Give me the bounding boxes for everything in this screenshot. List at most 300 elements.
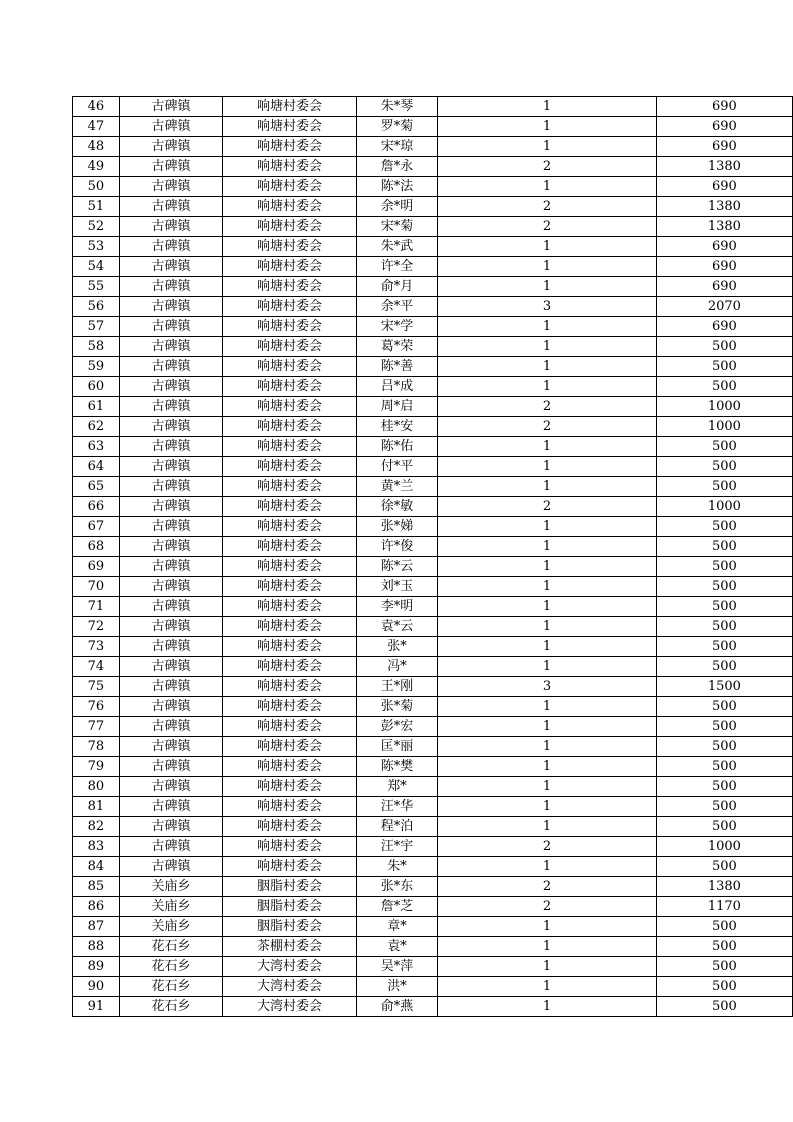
household-count-cell: 1 xyxy=(438,757,656,777)
village-committee-cell: 响塘村委会 xyxy=(223,497,356,517)
amount-cell: 500 xyxy=(656,437,792,457)
township-cell: 古碑镇 xyxy=(119,277,223,297)
table-row xyxy=(73,797,793,817)
table-row xyxy=(73,397,793,417)
township-cell: 古碑镇 xyxy=(119,537,223,557)
village-committee-cell: 响塘村委会 xyxy=(223,417,356,437)
table-row xyxy=(73,897,793,917)
household-count-cell: 1 xyxy=(438,917,656,937)
name-cell: 詹*永 xyxy=(356,157,438,177)
village-committee-cell: 响塘村委会 xyxy=(223,777,356,797)
township-cell: 古碑镇 xyxy=(119,437,223,457)
household-count-cell: 2 xyxy=(438,837,656,857)
name-cell: 陈*善 xyxy=(356,357,438,377)
village-committee-cell: 响塘村委会 xyxy=(223,137,356,157)
amount-cell: 500 xyxy=(656,577,792,597)
household-count-cell: 1 xyxy=(438,717,656,737)
row-number-cell: 51 xyxy=(73,197,120,217)
row-number-cell: 82 xyxy=(73,817,120,837)
township-cell: 古碑镇 xyxy=(119,357,223,377)
table-row xyxy=(73,757,793,777)
row-number-cell: 78 xyxy=(73,737,120,757)
township-cell: 古碑镇 xyxy=(119,137,223,157)
name-cell: 匡*丽 xyxy=(356,737,438,757)
name-cell: 李*明 xyxy=(356,597,438,617)
household-count-cell: 1 xyxy=(438,977,656,997)
village-committee-cell: 响塘村委会 xyxy=(223,837,356,857)
village-committee-cell: 响塘村委会 xyxy=(223,117,356,137)
amount-cell: 690 xyxy=(656,257,792,277)
name-cell: 吕*成 xyxy=(356,377,438,397)
table-row xyxy=(73,637,793,657)
village-committee-cell: 响塘村委会 xyxy=(223,397,356,417)
table-row xyxy=(73,477,793,497)
row-number-cell: 53 xyxy=(73,237,120,257)
township-cell: 古碑镇 xyxy=(119,297,223,317)
amount-cell: 500 xyxy=(656,697,792,717)
row-number-cell: 46 xyxy=(73,97,120,117)
village-committee-cell: 响塘村委会 xyxy=(223,177,356,197)
name-cell: 陈*樊 xyxy=(356,757,438,777)
household-count-cell: 1 xyxy=(438,697,656,717)
household-count-cell: 1 xyxy=(438,617,656,637)
township-cell: 古碑镇 xyxy=(119,697,223,717)
row-number-cell: 60 xyxy=(73,377,120,397)
village-committee-cell: 响塘村委会 xyxy=(223,157,356,177)
village-committee-cell: 响塘村委会 xyxy=(223,717,356,737)
name-cell: 章* xyxy=(356,917,438,937)
township-cell: 古碑镇 xyxy=(119,577,223,597)
household-count-cell: 1 xyxy=(438,797,656,817)
row-number-cell: 63 xyxy=(73,437,120,457)
household-count-cell: 2 xyxy=(438,897,656,917)
township-cell: 花石乡 xyxy=(119,997,223,1017)
village-committee-cell: 响塘村委会 xyxy=(223,377,356,397)
row-number-cell: 84 xyxy=(73,857,120,877)
amount-cell: 690 xyxy=(656,137,792,157)
township-cell: 古碑镇 xyxy=(119,397,223,417)
table-row xyxy=(73,577,793,597)
table-row xyxy=(73,737,793,757)
name-cell: 彭*宏 xyxy=(356,717,438,737)
name-cell: 罗*菊 xyxy=(356,117,438,137)
household-count-cell: 1 xyxy=(438,277,656,297)
row-number-cell: 70 xyxy=(73,577,120,597)
village-committee-cell: 胭脂村委会 xyxy=(223,917,356,937)
amount-cell: 690 xyxy=(656,117,792,137)
township-cell: 古碑镇 xyxy=(119,177,223,197)
village-committee-cell: 响塘村委会 xyxy=(223,657,356,677)
name-cell: 徐*敏 xyxy=(356,497,438,517)
village-committee-cell: 胭脂村委会 xyxy=(223,877,356,897)
row-number-cell: 48 xyxy=(73,137,120,157)
amount-cell: 2070 xyxy=(656,297,792,317)
row-number-cell: 89 xyxy=(73,957,120,977)
township-cell: 古碑镇 xyxy=(119,257,223,277)
township-cell: 古碑镇 xyxy=(119,497,223,517)
name-cell: 吴*萍 xyxy=(356,957,438,977)
table-row xyxy=(73,117,793,137)
household-count-cell: 1 xyxy=(438,737,656,757)
household-count-cell: 1 xyxy=(438,577,656,597)
name-cell: 洪* xyxy=(356,977,438,997)
table-row xyxy=(73,837,793,857)
table-row xyxy=(73,857,793,877)
household-count-cell: 2 xyxy=(438,217,656,237)
amount-cell: 500 xyxy=(656,457,792,477)
amount-cell: 1380 xyxy=(656,877,792,897)
township-cell: 古碑镇 xyxy=(119,377,223,397)
amount-cell: 500 xyxy=(656,737,792,757)
household-count-cell: 1 xyxy=(438,777,656,797)
township-cell: 古碑镇 xyxy=(119,597,223,617)
table-row xyxy=(73,817,793,837)
household-count-cell: 1 xyxy=(438,637,656,657)
village-committee-cell: 响塘村委会 xyxy=(223,217,356,237)
table-row xyxy=(73,877,793,897)
row-number-cell: 52 xyxy=(73,217,120,237)
village-committee-cell: 响塘村委会 xyxy=(223,597,356,617)
row-number-cell: 61 xyxy=(73,397,120,417)
name-cell: 王*刚 xyxy=(356,677,438,697)
household-count-cell: 1 xyxy=(438,937,656,957)
amount-cell: 500 xyxy=(656,937,792,957)
name-cell: 许*俊 xyxy=(356,537,438,557)
village-committee-cell: 响塘村委会 xyxy=(223,337,356,357)
township-cell: 古碑镇 xyxy=(119,117,223,137)
name-cell: 张*东 xyxy=(356,877,438,897)
row-number-cell: 87 xyxy=(73,917,120,937)
table-row xyxy=(73,657,793,677)
amount-cell: 1000 xyxy=(656,397,792,417)
township-cell: 古碑镇 xyxy=(119,617,223,637)
village-committee-cell: 响塘村委会 xyxy=(223,277,356,297)
township-cell: 古碑镇 xyxy=(119,477,223,497)
village-committee-cell: 响塘村委会 xyxy=(223,797,356,817)
household-count-cell: 3 xyxy=(438,297,656,317)
township-cell: 古碑镇 xyxy=(119,337,223,357)
table-row xyxy=(73,317,793,337)
township-cell: 古碑镇 xyxy=(119,197,223,217)
table-row xyxy=(73,597,793,617)
name-cell: 张*菊 xyxy=(356,697,438,717)
township-cell: 古碑镇 xyxy=(119,317,223,337)
household-count-cell: 1 xyxy=(438,117,656,137)
village-committee-cell: 响塘村委会 xyxy=(223,197,356,217)
table-row xyxy=(73,137,793,157)
amount-cell: 690 xyxy=(656,177,792,197)
amount-cell: 500 xyxy=(656,997,792,1017)
amount-cell: 500 xyxy=(656,517,792,537)
table-row xyxy=(73,377,793,397)
household-count-cell: 1 xyxy=(438,997,656,1017)
table-row xyxy=(73,417,793,437)
name-cell: 周*启 xyxy=(356,397,438,417)
name-cell: 宋*学 xyxy=(356,317,438,337)
table-row xyxy=(73,557,793,577)
village-committee-cell: 茶棚村委会 xyxy=(223,937,356,957)
household-count-cell: 2 xyxy=(438,397,656,417)
village-committee-cell: 响塘村委会 xyxy=(223,357,356,377)
name-cell: 桂*安 xyxy=(356,417,438,437)
row-number-cell: 79 xyxy=(73,757,120,777)
amount-cell: 500 xyxy=(656,357,792,377)
household-count-cell: 1 xyxy=(438,97,656,117)
amount-cell: 1380 xyxy=(656,157,792,177)
township-cell: 古碑镇 xyxy=(119,457,223,477)
name-cell: 宋*菊 xyxy=(356,217,438,237)
table-row xyxy=(73,97,793,117)
name-cell: 朱*琴 xyxy=(356,97,438,117)
household-count-cell: 1 xyxy=(438,537,656,557)
name-cell: 张* xyxy=(356,637,438,657)
row-number-cell: 50 xyxy=(73,177,120,197)
township-cell: 古碑镇 xyxy=(119,857,223,877)
household-count-cell: 3 xyxy=(438,677,656,697)
name-cell: 詹*芝 xyxy=(356,897,438,917)
township-cell: 古碑镇 xyxy=(119,637,223,657)
amount-cell: 500 xyxy=(656,617,792,637)
township-cell: 古碑镇 xyxy=(119,817,223,837)
row-number-cell: 59 xyxy=(73,357,120,377)
amount-cell: 1000 xyxy=(656,497,792,517)
amount-cell: 500 xyxy=(656,717,792,737)
row-number-cell: 58 xyxy=(73,337,120,357)
row-number-cell: 55 xyxy=(73,277,120,297)
household-count-cell: 1 xyxy=(438,477,656,497)
table-row xyxy=(73,297,793,317)
name-cell: 俞*燕 xyxy=(356,997,438,1017)
household-count-cell: 2 xyxy=(438,877,656,897)
table-row xyxy=(73,177,793,197)
village-committee-cell: 响塘村委会 xyxy=(223,857,356,877)
household-count-cell: 1 xyxy=(438,817,656,837)
village-committee-cell: 胭脂村委会 xyxy=(223,897,356,917)
table-row xyxy=(73,777,793,797)
amount-cell: 500 xyxy=(656,977,792,997)
row-number-cell: 69 xyxy=(73,557,120,577)
household-count-cell: 1 xyxy=(438,957,656,977)
table-row xyxy=(73,197,793,217)
table-row xyxy=(73,457,793,477)
name-cell: 程*泊 xyxy=(356,817,438,837)
village-committee-cell: 大湾村委会 xyxy=(223,977,356,997)
row-number-cell: 71 xyxy=(73,597,120,617)
row-number-cell: 65 xyxy=(73,477,120,497)
row-number-cell: 76 xyxy=(73,697,120,717)
household-count-cell: 1 xyxy=(438,557,656,577)
name-cell: 俞*月 xyxy=(356,277,438,297)
name-cell: 汪*华 xyxy=(356,797,438,817)
village-committee-cell: 响塘村委会 xyxy=(223,517,356,537)
township-cell: 关庙乡 xyxy=(119,917,223,937)
township-cell: 关庙乡 xyxy=(119,877,223,897)
village-committee-cell: 响塘村委会 xyxy=(223,677,356,697)
name-cell: 朱* xyxy=(356,857,438,877)
household-count-cell: 1 xyxy=(438,237,656,257)
amount-cell: 500 xyxy=(656,557,792,577)
name-cell: 葛*荣 xyxy=(356,337,438,357)
document-page xyxy=(72,96,793,1017)
amount-cell: 500 xyxy=(656,817,792,837)
township-cell: 花石乡 xyxy=(119,977,223,997)
table-row xyxy=(73,497,793,517)
amount-cell: 1500 xyxy=(656,677,792,697)
village-committee-cell: 响塘村委会 xyxy=(223,617,356,637)
table-row xyxy=(73,917,793,937)
name-cell: 付*平 xyxy=(356,457,438,477)
village-committee-cell: 响塘村委会 xyxy=(223,637,356,657)
name-cell: 陈*佑 xyxy=(356,437,438,457)
name-cell: 汪*宇 xyxy=(356,837,438,857)
household-count-cell: 1 xyxy=(438,457,656,477)
table-row xyxy=(73,437,793,457)
row-number-cell: 75 xyxy=(73,677,120,697)
household-count-cell: 1 xyxy=(438,657,656,677)
table-row xyxy=(73,257,793,277)
village-committee-cell: 响塘村委会 xyxy=(223,297,356,317)
household-count-cell: 2 xyxy=(438,197,656,217)
township-cell: 古碑镇 xyxy=(119,97,223,117)
row-number-cell: 74 xyxy=(73,657,120,677)
township-cell: 古碑镇 xyxy=(119,157,223,177)
household-count-cell: 1 xyxy=(438,357,656,377)
amount-cell: 500 xyxy=(656,657,792,677)
amount-cell: 500 xyxy=(656,377,792,397)
township-cell: 古碑镇 xyxy=(119,517,223,537)
name-cell: 陈*法 xyxy=(356,177,438,197)
household-count-cell: 1 xyxy=(438,257,656,277)
name-cell: 许*全 xyxy=(356,257,438,277)
row-number-cell: 66 xyxy=(73,497,120,517)
table-row xyxy=(73,997,793,1017)
name-cell: 余*明 xyxy=(356,197,438,217)
row-number-cell: 86 xyxy=(73,897,120,917)
name-cell: 朱*武 xyxy=(356,237,438,257)
village-committee-cell: 响塘村委会 xyxy=(223,577,356,597)
row-number-cell: 68 xyxy=(73,537,120,557)
row-number-cell: 91 xyxy=(73,997,120,1017)
household-count-cell: 2 xyxy=(438,417,656,437)
household-count-cell: 1 xyxy=(438,137,656,157)
name-cell: 宋*琼 xyxy=(356,137,438,157)
table-row xyxy=(73,357,793,377)
township-cell: 花石乡 xyxy=(119,957,223,977)
township-cell: 古碑镇 xyxy=(119,217,223,237)
amount-cell: 500 xyxy=(656,857,792,877)
village-committee-cell: 响塘村委会 xyxy=(223,237,356,257)
table-row xyxy=(73,277,793,297)
table-row xyxy=(73,337,793,357)
village-committee-cell: 响塘村委会 xyxy=(223,697,356,717)
amount-cell: 500 xyxy=(656,477,792,497)
village-committee-cell: 响塘村委会 xyxy=(223,477,356,497)
amount-cell: 500 xyxy=(656,597,792,617)
table-row xyxy=(73,717,793,737)
table-row xyxy=(73,517,793,537)
township-cell: 古碑镇 xyxy=(119,777,223,797)
amount-cell: 500 xyxy=(656,797,792,817)
name-cell: 冯* xyxy=(356,657,438,677)
name-cell: 郑* xyxy=(356,777,438,797)
amount-cell: 500 xyxy=(656,637,792,657)
row-number-cell: 77 xyxy=(73,717,120,737)
row-number-cell: 67 xyxy=(73,517,120,537)
table-row xyxy=(73,977,793,997)
village-committee-cell: 响塘村委会 xyxy=(223,737,356,757)
name-cell: 陈*云 xyxy=(356,557,438,577)
row-number-cell: 54 xyxy=(73,257,120,277)
table-row xyxy=(73,157,793,177)
household-count-cell: 1 xyxy=(438,317,656,337)
amount-cell: 690 xyxy=(656,277,792,297)
amount-cell: 500 xyxy=(656,337,792,357)
amount-cell: 690 xyxy=(656,317,792,337)
township-cell: 关庙乡 xyxy=(119,897,223,917)
amount-cell: 1380 xyxy=(656,197,792,217)
household-count-cell: 1 xyxy=(438,337,656,357)
township-cell: 古碑镇 xyxy=(119,237,223,257)
name-cell: 余*平 xyxy=(356,297,438,317)
row-number-cell: 57 xyxy=(73,317,120,337)
household-count-cell: 2 xyxy=(438,157,656,177)
table-row xyxy=(73,237,793,257)
table-row xyxy=(73,957,793,977)
township-cell: 古碑镇 xyxy=(119,417,223,437)
name-cell: 袁*云 xyxy=(356,617,438,637)
village-committee-cell: 大湾村委会 xyxy=(223,997,356,1017)
township-cell: 古碑镇 xyxy=(119,797,223,817)
name-cell: 袁* xyxy=(356,937,438,957)
amount-cell: 500 xyxy=(656,777,792,797)
village-committee-cell: 响塘村委会 xyxy=(223,97,356,117)
row-number-cell: 85 xyxy=(73,877,120,897)
township-cell: 古碑镇 xyxy=(119,757,223,777)
amount-cell: 1380 xyxy=(656,217,792,237)
row-number-cell: 83 xyxy=(73,837,120,857)
amount-cell: 500 xyxy=(656,917,792,937)
village-committee-cell: 响塘村委会 xyxy=(223,757,356,777)
name-cell: 刘*玉 xyxy=(356,577,438,597)
row-number-cell: 62 xyxy=(73,417,120,437)
village-committee-cell: 响塘村委会 xyxy=(223,257,356,277)
row-number-cell: 47 xyxy=(73,117,120,137)
row-number-cell: 64 xyxy=(73,457,120,477)
amount-cell: 1170 xyxy=(656,897,792,917)
name-cell: 张*娣 xyxy=(356,517,438,537)
township-cell: 古碑镇 xyxy=(119,717,223,737)
amount-cell: 500 xyxy=(656,957,792,977)
row-number-cell: 90 xyxy=(73,977,120,997)
township-cell: 花石乡 xyxy=(119,937,223,957)
township-cell: 古碑镇 xyxy=(119,557,223,577)
household-count-cell: 1 xyxy=(438,377,656,397)
amount-cell: 500 xyxy=(656,757,792,777)
amount-cell: 690 xyxy=(656,97,792,117)
row-number-cell: 56 xyxy=(73,297,120,317)
household-count-cell: 1 xyxy=(438,177,656,197)
household-count-cell: 1 xyxy=(438,597,656,617)
village-committee-cell: 响塘村委会 xyxy=(223,557,356,577)
table-row xyxy=(73,677,793,697)
household-count-cell: 1 xyxy=(438,437,656,457)
township-cell: 古碑镇 xyxy=(119,837,223,857)
village-committee-cell: 响塘村委会 xyxy=(223,317,356,337)
data-table xyxy=(72,96,793,1017)
village-committee-cell: 响塘村委会 xyxy=(223,537,356,557)
table-row xyxy=(73,937,793,957)
name-cell: 黄*兰 xyxy=(356,477,438,497)
